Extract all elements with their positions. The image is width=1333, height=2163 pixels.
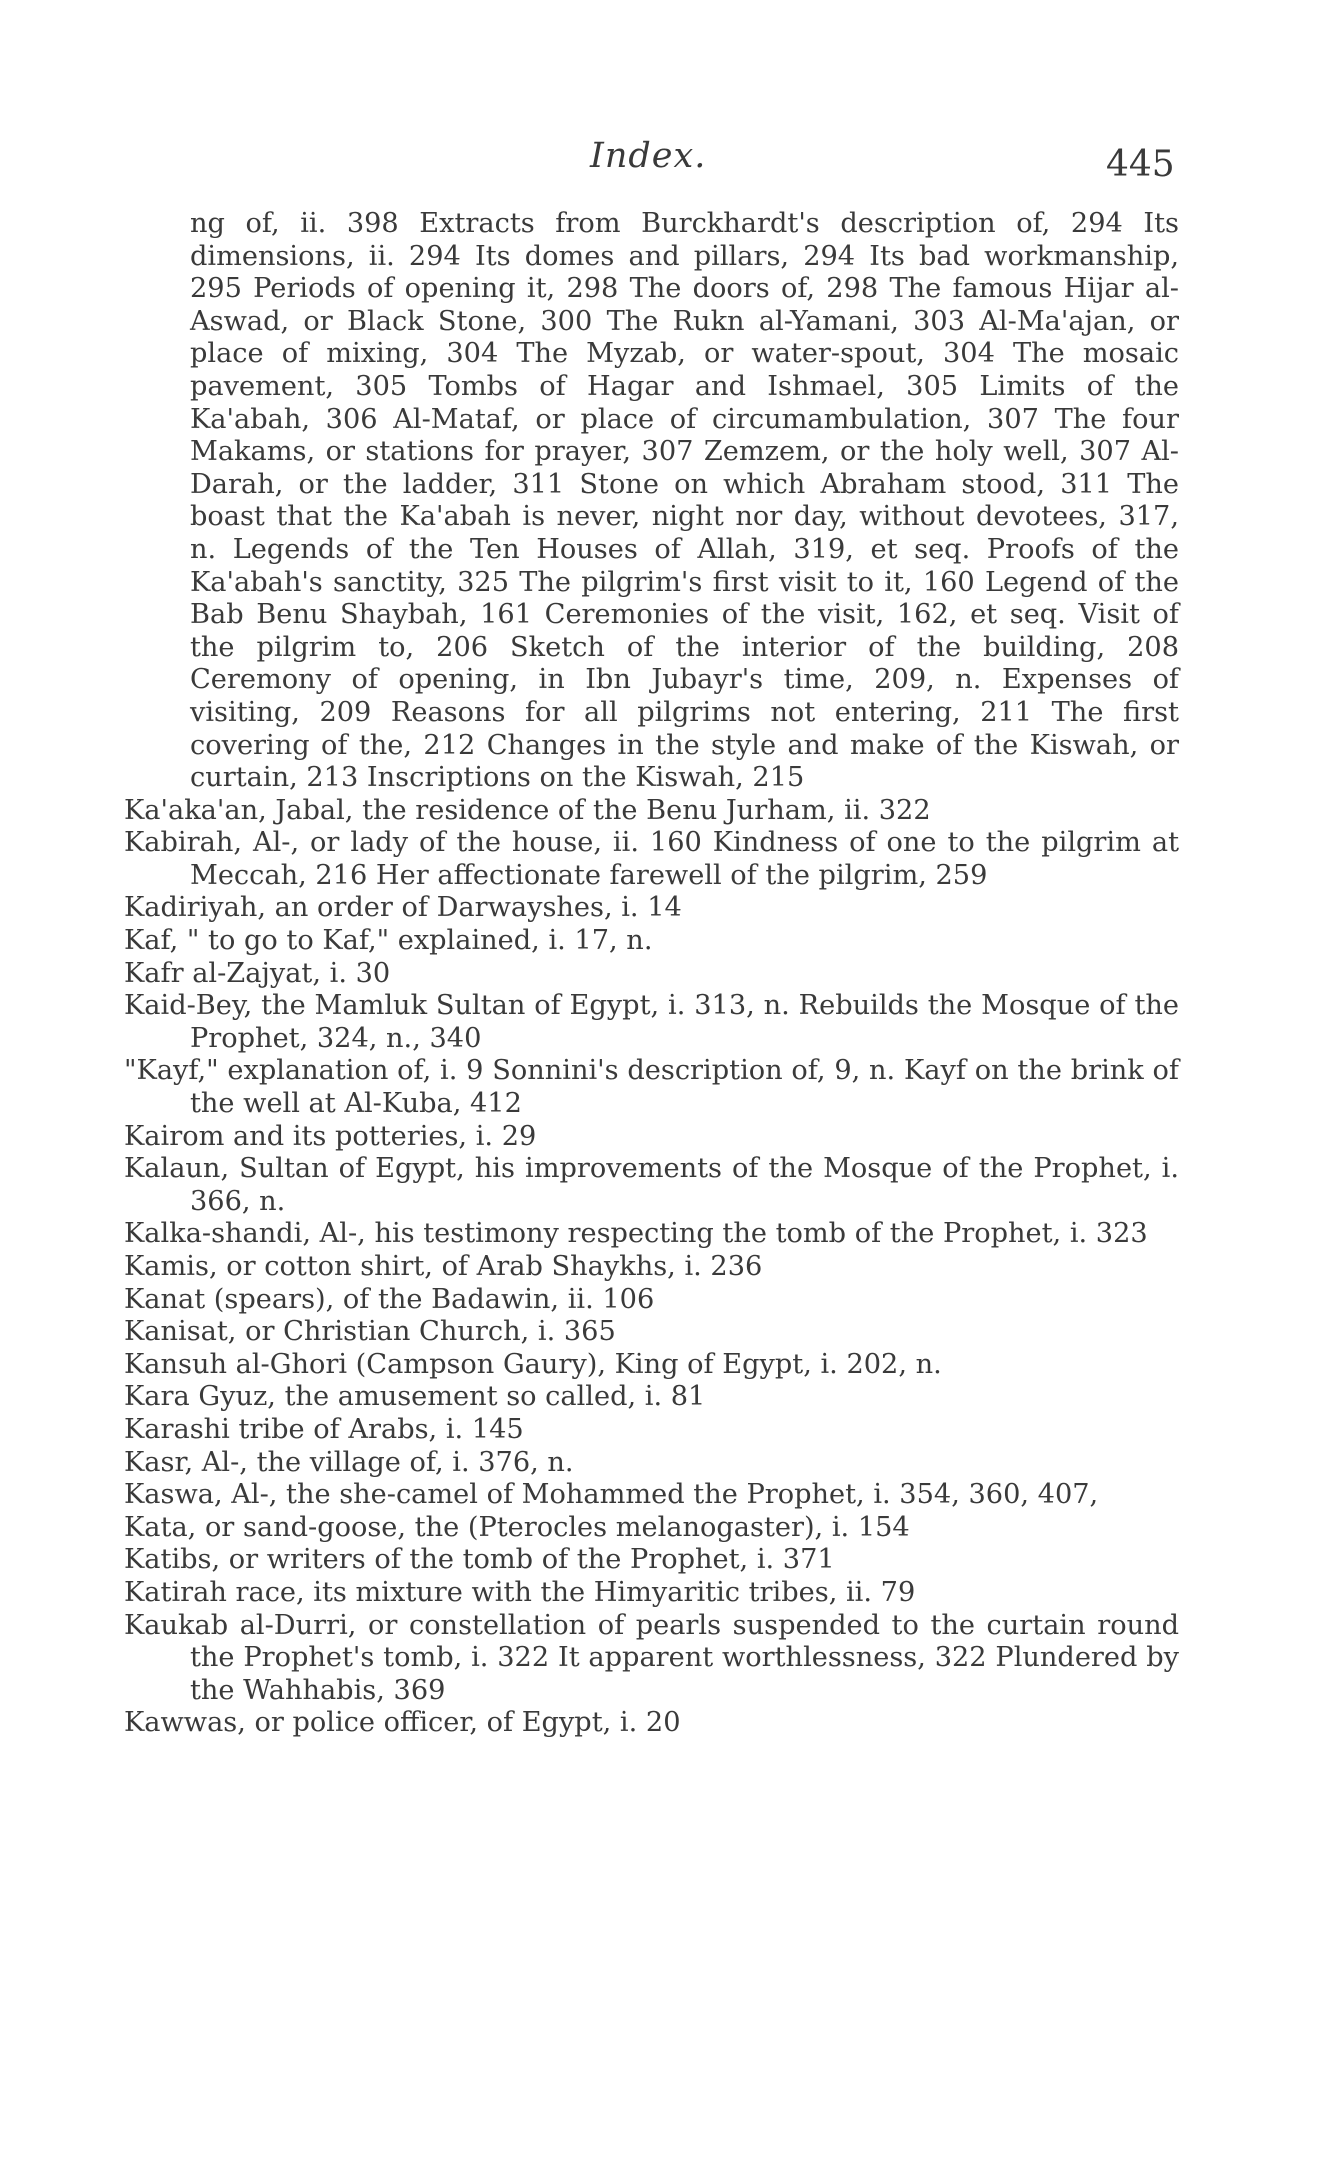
running-head-title: Index. [590,136,707,176]
index-entry: Kaswa, Al-, the she-camel of Mohammed the Prophet, i. 354, 360, 407, [124,1479,1099,1511]
index-entry: Kara Gyuz, the amusement so called, i. 81 [124,1381,706,1413]
index-entries [124,208,1179,1740]
index-entry: Kanat (spears), of the Badawin, ii. 106 [124,1283,655,1315]
index-entry: Kaf, " to go to Kaf," explained, i. 17, n. [124,925,653,957]
index-entry: Ka'aka'an, Jabal, the residence of the Benu Jurham, ii. 322 [124,794,931,826]
index-entry: Kalka-shandi, Al-, his testimony respecting the tomb of the Prophet, i. 323 [124,1218,1148,1250]
index-entry: Karashi tribe of Arabs, i. 145 [124,1413,524,1445]
index-entry: Kata, or sand-goose, the (Pterocles melanogaster), i. 154 [124,1511,910,1543]
page-number: 445 [1106,144,1175,185]
index-entry: Kairom and its potteries, i. 29 [124,1120,537,1152]
index-entry: Kaid-Bey, the Mamluk Sultan of Egypt, i. 313, n. Rebuilds the Mosque of the Prophet, 324, n., 340 [124,990,1179,1054]
index-entry: Kalaun, Sultan of Egypt, his improvements of the Mosque of the Prophet, i. 366, n. [124,1153,1179,1217]
index-entry: Kasr, Al-, the village of, i. 376, n. [124,1446,574,1478]
index-entry: Kafr al-Zajyat, i. 30 [124,957,391,989]
index-entry-continued: ng of, ii. 398 Extracts from Burckhardt's description of, 294 Its dimensions, ii. 294 Its domes and pillars, 294 Its bad workmanship, 295 Periods of opening it, 298 The doors of, 298 The famous Hijar al-Aswad, or Black Stone, 300 The Rukn al-Yamani, 303 Al-Ma'ajan, or place of mixing, 304 The Myzab, or water-spout, 304 The mosaic pavement, 305 Tombs of Hagar and Ishmael, 305 Limits of the Ka'abah, 306 Al-Mataf, or place of circumambulation, 307 The four Makams, or stations for prayer, 307 Zemzem, or the holy well, 307 Al-Darah, or the ladder, 311 Stone on which Abraham stood, 311 The boast that the Ka'abah is never, night nor day, without devotees, 317, n. Legends of the Ten Houses of Allah, 319, et seq. Proofs of the Ka'abah's sanctity, 325 The pilgrim's first visit to it, 160 Legend of the Bab Benu Shaybah, 161 Ceremonies of the visit, 162, et seq. Visit of the pilgrim to, 206 Sketch of the interior of the building, 208 Ceremony of opening, in Ibn Jubayr's time, 209, n. Expenses of visiting, 209 Reasons for all pilgrims not entering, 211 The first covering of the, 212 Changes in the style and make of the Kiswah, or curtain, 213 Inscriptions on the Kiswah, 215 [190,208,1179,794]
index-entry: Kaukab al-Durri, or constellation of pearls suspended to the curtain round the Prophet's tomb, i. 322 It apparent worthlessness, 322 Plundered by the Wahhabis, 369 [124,1609,1179,1706]
index-entry: Kamis, or cotton shirt, of Arab Shaykhs, i. 236 [124,1251,763,1282]
running-head [0,132,1333,185]
index-entry: Katibs, or writers of the tomb of the Prophet, i. 371 [124,1544,835,1576]
index-entry: Kansuh al-Ghori (Campson Gaury), King of Egypt, i. 202, n. [124,1348,942,1380]
index-entry: Kadiriyah, an order of Darwayshes, i. 14 [124,892,682,924]
index-entry: Kanisat, or Christian Church, i. 365 [124,1316,616,1348]
index-entry: "Kayf," explanation of, i. 9 Sonnini's description of, 9, n. Kayf on the brink of the well at Al-Kuba, 412 [124,1055,1179,1120]
index-entry: Kabirah, Al-, or lady of the house, ii. 160 Kindness of one to the pilgrim at Meccah, 216 Her affectionate farewell of the pilgrim, 259 [124,827,1179,891]
index-entry: Katirah race, its mixture with the Himyaritic tribes, ii. 79 [124,1576,916,1608]
index-entry: Kawwas, or police officer, of Egypt, i. 20 [124,1707,681,1739]
